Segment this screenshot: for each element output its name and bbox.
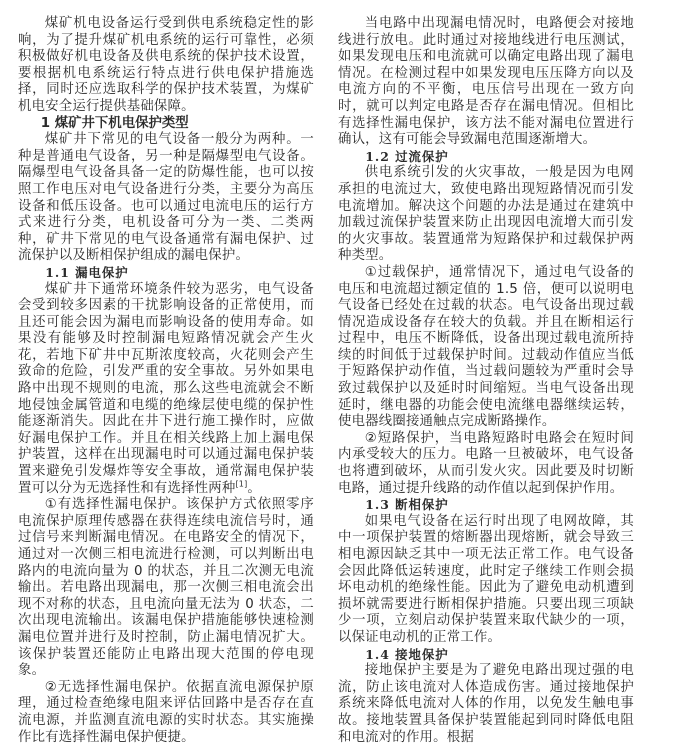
subsection-heading-1-4: 1.4 接地保护 — [365, 646, 449, 662]
intro-paragraph: 煤矿机电设备运行受到供电系统稳定性的影响，为了提升煤矿机电系统的运行可靠性，必须积极做好机电设备及供电系统的保护技术设置，要根据机电系统运行特点进行供电保护措施选择，同时还应选取科学的保护技术装置，为煤矿机电安全运行提供基础保障。 — [18, 16, 314, 114]
paragraph-text: 煤矿井下通常环境条件较为恶劣，电气设备会受到较多因素的干扰影响设备的正常使用，而且还可能会因为漏电而影响设备的使用寿命。如果没有能够及时控制漏电短路情况就会产生火花，若地下矿井中瓦斯浓度较高，火花则会产生致命的危险，引发严重的安全事故。另外如果电路中出现不规则的电流，那么这些电流就会不断地侵蚀金属管道和电缆的绝缘层使电缆的保护性能逐渐消失。因此在井下进行施工操作时，应做好漏电保护工作。并且在相关线路上加上漏电保护装置，这样在出现漏电时可以通过漏电保护装置来避免引发爆炸等安全事故，通常漏电保护装置可以分为无选择性和有选择性两种 — [18, 281, 314, 496]
paragraph: 煤矿井下常见的电气设备一般分为两种。一种是普通电气设备，另一种是隔爆型电气设备。隔爆型电气设备具备一定的防爆性能，也可以按照工作电压对电气设备进行分类，主要分为高压设备和低压设备。也可以通过电流电压的运行方式来进行分类，电机设备可分为一类、二类两种，矿井下常见的电气设备通常有漏电保护、过流保护以及断相保护组成的漏电保护。 — [18, 132, 314, 264]
paragraph: 如果电气设备在运行时出现了电网故障，其中一项保护装置的熔断器出现熔断，就会导致三相电源因缺乏其中一项无法正常工作。电气设备会因此降低运转速度，此时定子继续工作则会损坏电动机的绝缘性能。因此为了避免电动机遭到损坏就需要进行断相保护措施。只要出现三项缺少一项，立刻启动保护装置来取代缺少的一项，以保证电动机的正常工作。 — [338, 513, 634, 645]
subsection-heading-1-2: 1.2 过流保护 — [365, 148, 449, 164]
left-column — [18, 16, 314, 746]
paragraph: ②无选择性漏电保护。依据直流电源保护原理，通过检查绝缘电阻来评估回路中是否存在直流电源，并监测直流电源的实时状态。其实施操作比有选择性漏电保护便捷。 — [18, 679, 314, 745]
paragraph — [18, 282, 314, 498]
subsection-heading-1-1: 1.1 漏电保护 — [45, 264, 129, 280]
paragraph: ①过载保护，通常情况下，通过电气设备的电压和电流超过额定值的 1.5 倍，便可以说明电气设备已经处在过载的状态。电气设备出现过载情况造成设备存在较大的负载。并且在断相运行过程中，电压不断降低，设备出现过载电流所持续的时间低于过载保护时间。过载动作值应当低于短路保护动作值，当过载问题较为严重时会导致过载保护以及延时时间缩短。当电气设备出现延时，继电器的功能会使电流继电器继续运转，使电器线圈接通触点完成断路操作。 — [338, 264, 634, 430]
paragraph: 供电系统引发的火灾事故，一般是因为电网承担的电流过大，致使电路出现短路情况而引发电流增加。解决这个问题的办法是通过在建筑中加载过流保护装置来防止出现因电流增大而引发的火灾事故。装置通常为短路保护和过载保护两种类型。 — [338, 165, 634, 264]
paragraph: 当电路中出现漏电情况时，电路便会对接地线进行放电。此时通过对接地线进行电压测试，如果发现电压和电流就可以确定电路出现了漏电情况。在检测过程中如果发现电压压降方向以及电流方向的不平衡，电压信号出现在一致方向时，就可以判定电路是否存在漏电情况。但相比有选择性漏电保护，该方法不能对漏电位置进行确认，这有可能会导致漏电范围逐渐增大。 — [338, 16, 634, 148]
right-column — [338, 16, 634, 746]
paragraph-end: 。 — [247, 480, 261, 496]
section-heading-1: 1 煤矿井下机电保护类型 — [40, 115, 189, 131]
paragraph: ①有选择性漏电保护。该保护方式依照零序电流保护原理传感器在获得连续电流信号时，通过信号来判断漏电情况。在电路安全的情况下，通过对一次侧三相电流进行检测，可以判断出电路内的电流向量为 0 的状态，并且二次测无电流输出。若电路出现漏电，那一次侧三相电流会出现不对称的状态，且电流向量无法为 0 状态，二次出现电流输出。该漏电保护措施能够快速检测漏电位置并进行及时控制，防止漏电情况扩大。该保护装置还能防止电路出现大范围的停电现象。 — [18, 497, 314, 679]
citation-ref[interactable]: [1] — [235, 479, 248, 489]
subsection-heading-1-3: 1.3 断相保护 — [365, 497, 449, 513]
paragraph: 接地保护主要是为了避免电路出现过强的电流，防止该电流对人体造成伤害。通过接地保护系统来降低电流对人体的作用，以免发生触电事故。接地装置具备保护装置能起到同时降低电阻和电流对的作用。根据 — [338, 663, 634, 745]
paragraph: ②短路保护，当电路短路时电路会在短时间内承受较大的压力。电路一旦被破坏，电气设备也将遭到破坏，从而引发火灾。因此要及时切断电路，通过提升线路的动作值以起到保护作用。 — [338, 430, 634, 496]
